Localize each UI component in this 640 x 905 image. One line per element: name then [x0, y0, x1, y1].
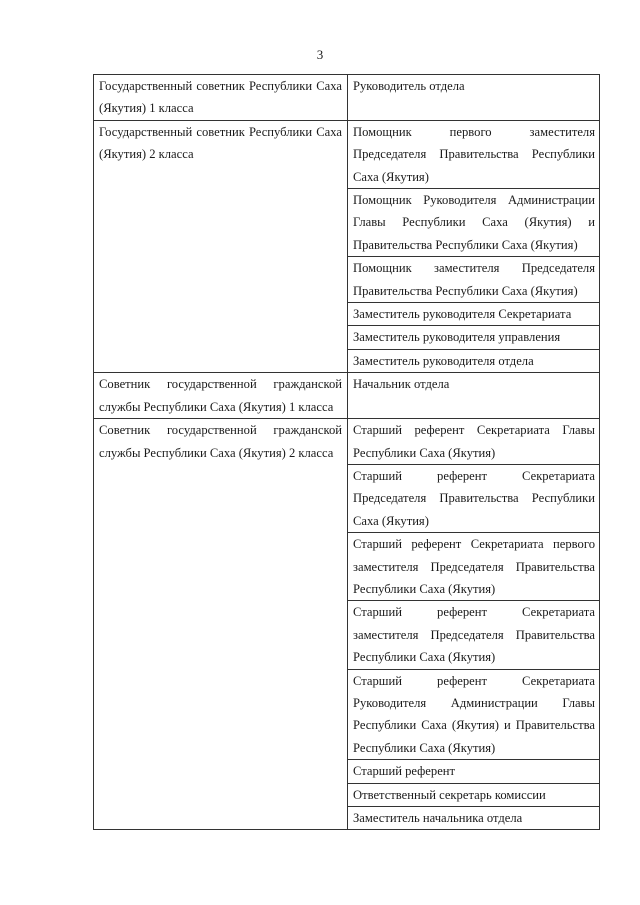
- position-cell: Старший референт Секретариата Главы Республики Саха (Якутия): [348, 419, 600, 465]
- page-number: 3: [316, 47, 324, 62]
- position-cell: Старший референт Секретариата Руководителя Администрации Главы Республики Саха (Якутия) и Правительства Республики Саха (Якутия): [348, 669, 600, 760]
- position-cell: Помощник первого заместителя Председателя Правительства Республики Саха (Якутия): [348, 120, 600, 188]
- position-cell: Заместитель руководителя отдела: [348, 349, 600, 372]
- position-cell: Старший референт Секретариата первого заместителя Председателя Правительства Республики Саха (Якутия): [348, 533, 600, 601]
- position-cell: Ответственный секретарь комиссии: [348, 783, 600, 806]
- table-row: [94, 373, 600, 419]
- position-cell: Помощник Руководителя Администрации Главы Республики Саха (Якутия) и Правительства Республики Саха (Якутия): [348, 189, 600, 257]
- position-cell: Начальник отдела: [348, 373, 600, 419]
- position-cell: Заместитель руководителя управления: [348, 326, 600, 349]
- rank-position-table: [93, 74, 600, 830]
- table-row: [94, 75, 600, 121]
- position-cell: Заместитель начальника отдела: [348, 807, 600, 830]
- position-cell: Старший референт: [348, 760, 600, 783]
- rank-cell: Советник государственной гражданской службы Республики Саха (Якутия) 1 класса: [94, 373, 348, 419]
- rank-cell: Государственный советник Республики Саха (Якутия) 2 класса: [94, 120, 348, 372]
- position-cell: Помощник заместителя Председателя Правительства Республики Саха (Якутия): [348, 257, 600, 303]
- position-cell: Старший референт Секретариата Председателя Правительства Республики Саха (Якутия): [348, 464, 600, 532]
- position-cell: Заместитель руководителя Секретариата: [348, 303, 600, 326]
- position-cell: Старший референт Секретариата заместителя Председателя Правительства Республики Саха (Якутия): [348, 601, 600, 669]
- table-row: [94, 419, 600, 465]
- position-cell: Руководитель отдела: [348, 75, 600, 121]
- table-row: [94, 120, 600, 188]
- rank-cell: Советник государственной гражданской службы Республики Саха (Якутия) 2 класса: [94, 419, 348, 830]
- rank-cell: Государственный советник Республики Саха (Якутия) 1 класса: [94, 75, 348, 121]
